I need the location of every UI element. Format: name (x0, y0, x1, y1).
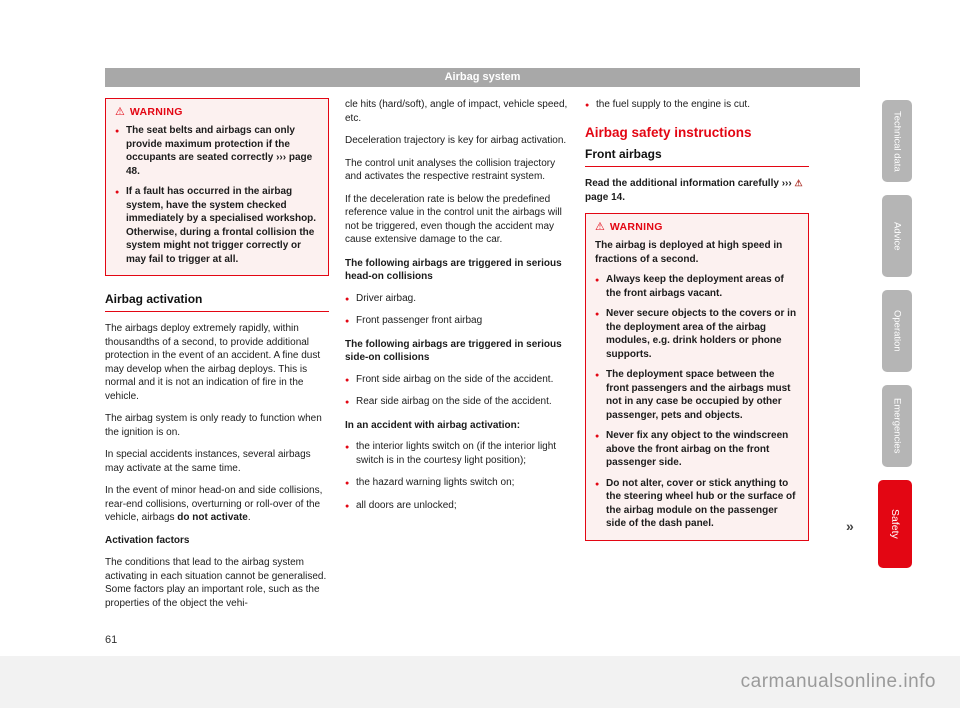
paragraph: The airbag system is only ready to function when the ignition is on. (105, 413, 322, 438)
note-text: Read the additional information carefully (585, 178, 779, 189)
continuation-marker: » (846, 518, 854, 534)
warning-item: ● Never secure objects to the covers or in the deployment area of the airbag modules, e.g. drink holders or phone supports. (595, 307, 799, 361)
chapter-heading-airbag-safety: Airbag safety instructions (585, 124, 752, 140)
page-number: 61 (105, 634, 118, 646)
paragraph: cle hits (hard/soft), angle of impact, vehicle speed, etc. (345, 99, 568, 124)
warning-title: WARNING (129, 106, 183, 118)
bullet-item: ● Rear side airbag on the side of the accident. (345, 395, 569, 409)
tab-emergencies[interactable]: Emergencies (882, 385, 912, 467)
warning-box-seatbelts (105, 98, 329, 276)
paragraph-bold-text: do not activate (177, 512, 248, 523)
paragraph: If the deceleration rate is below the predefined reference value in the control unit the airbags will not be triggered, even though the accident may cause extensive damage to the car. (345, 193, 562, 245)
warning-box-front-airbags (585, 213, 809, 541)
paragraph: The conditions that lead to the airbag system activating in each situation cannot be generalised. Some factors play an important role, such as the properties of the object the vehi- (105, 557, 327, 609)
warning-title-row (595, 221, 799, 233)
tab-safety[interactable]: Safety (878, 480, 912, 568)
paragraph: The control unit analyses the collision trajectory and activates the respective restraint system. (345, 157, 556, 182)
column-left (105, 98, 329, 619)
warning-item: ● Never fix any object to the windscreen above the front airbag on the front passenger side. (595, 429, 799, 470)
section-heading-front-airbags: Front airbags (585, 147, 809, 167)
reference-arrows: ››› (781, 178, 792, 189)
paragraph: In special accidents instances, several airbags may activate at the same time. (105, 449, 311, 474)
column-right (585, 98, 809, 619)
page-content (105, 68, 860, 619)
subheading-head-on-collisions: The following airbags are triggered in serious head-on collisions (345, 257, 562, 282)
subheading-airbag-activation-effects: In an accident with airbag activation: (345, 419, 521, 431)
subheading-activation-factors: Activation factors (105, 534, 190, 546)
bullet-item: ● the interior lights switch on (if the interior light switch is in the courtesy light position); (345, 440, 569, 467)
paragraph-text: In the event of minor head-on and side collisions, rear-end collisions, overturning or roll-over of the vehicle, airbags (105, 485, 323, 523)
warning-triangle-icon: ⚠ (115, 105, 125, 118)
bullet-item: ● all doors are unlocked; (345, 499, 569, 513)
footer-band (0, 656, 960, 708)
warning-title: WARNING (609, 221, 663, 233)
bullet-item: ● Front passenger front airbag (345, 314, 569, 328)
section-heading-airbag-activation: Airbag activation (105, 292, 329, 312)
warning-title-row (115, 106, 319, 118)
paragraph (105, 484, 329, 525)
tab-operation[interactable]: Operation (882, 290, 912, 372)
reference-note (585, 177, 809, 204)
bullet-item: ● the hazard warning lights switch on; (345, 476, 569, 490)
warning-item: ● Do not alter, cover or stick anything to the steering wheel hub or the surface of the airbag module on the passenger side of the dash panel. (595, 477, 799, 531)
bullet-item: ● Front side airbag on the side of the accident. (345, 373, 569, 387)
warning-item: ● If a fault has occurred in the airbag system, have the system checked immediately by a specialised workshop. Otherwise, during a frontal collision the system might not trigger correctly or may fail to trigger at all. (115, 185, 319, 266)
watermark: carmanualsonline.info (740, 671, 936, 692)
bullet-item: ● Driver airbag. (345, 292, 569, 306)
subheading-side-on-collisions: The following airbags are triggered in serious side-on collisions (345, 338, 562, 363)
bullet-item: ● the fuel supply to the engine is cut. (585, 98, 809, 112)
warning-item: ● The seat belts and airbags can only provide maximum protection if the occupants are seated correctly ››› page 48. (115, 124, 319, 178)
tab-technical-data[interactable]: Technical data (882, 100, 912, 182)
paragraph: Deceleration trajectory is key for airbag activation. (345, 135, 567, 146)
paragraph-text: . (247, 512, 251, 523)
column-middle (345, 98, 569, 619)
warning-triangle-icon: ⚠ (595, 220, 605, 233)
text-columns (105, 98, 809, 619)
warning-intro: The airbag is deployed at high speed in fractions of a second. (595, 240, 783, 265)
tab-advice[interactable]: Advice (882, 195, 912, 277)
page-title: Airbag system (444, 71, 521, 83)
paragraph: The airbags deploy extremely rapidly, within thousandths of a second, to provide additional protection in the event of an accident. A fine dust may develop when the airbag deploys. This is normal and it is not an indication of fire in the vehicle. (105, 323, 321, 402)
page-header (105, 68, 860, 87)
warning-item: ● Always keep the deployment areas of the front airbags vacant. (595, 273, 799, 300)
reference-page: page 14. (585, 191, 626, 203)
warning-reference-icon: ⚠ (794, 178, 803, 188)
sidebar-tabs (878, 100, 912, 568)
warning-item: ● The deployment space between the front passengers and the airbags must not in any case be occupied by other passenger, pets and objects. (595, 368, 799, 422)
